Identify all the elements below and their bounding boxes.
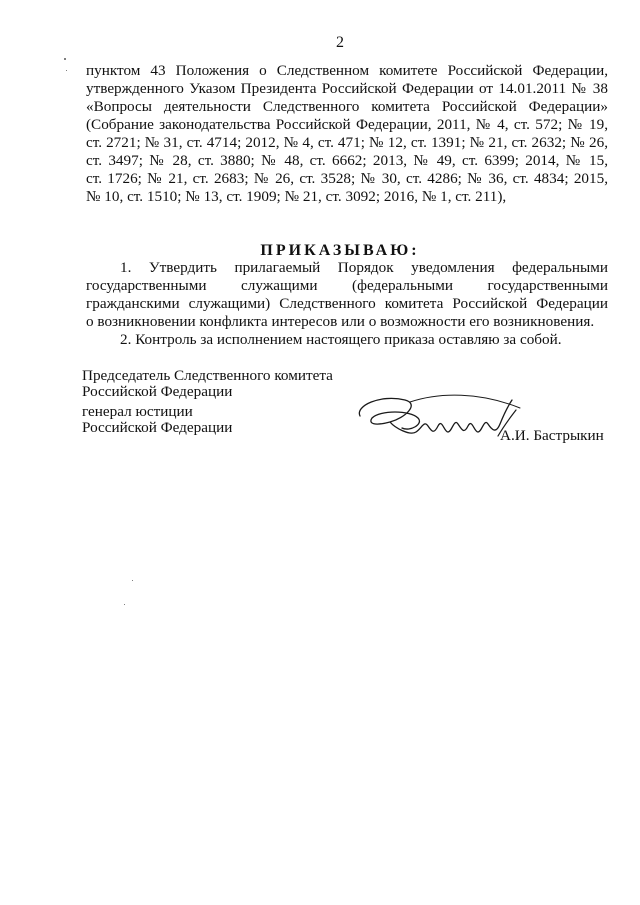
order-title: ПРИКАЗЫВАЮ: <box>260 242 420 259</box>
scan-speck <box>124 604 125 605</box>
page-number: 2 <box>336 34 344 51</box>
scan-speck <box>132 580 133 581</box>
signatory-rank <box>82 404 232 436</box>
intro-line: № 10, ст. 1510; № 13, ст. 1909; № 21, ст. 3092; 2016, № 1, ст. 211), <box>86 188 507 205</box>
item1-line: гражданскими служащими) Следственного комитета Российской Федерации <box>86 295 608 312</box>
signatory-position <box>82 368 333 400</box>
item1-line: государственными служащими (федеральными государственными <box>86 277 608 294</box>
intro-line: (Собрание законодательства Российской Федерации, 2011, № 4, ст. 572; № 19, <box>86 116 608 133</box>
intro-line: ст. 3497; № 28, ст. 3880; № 48, ст. 6662; 2013, № 49, ст. 6399; 2014, № 15, <box>86 152 608 169</box>
signatory-position-line: Председатель Следственного комитета <box>82 367 333 384</box>
signatory-rank-line: генерал юстиции <box>82 403 193 420</box>
intro-line: «Вопросы деятельности Следственного комитета Российской Федерации» <box>86 98 608 115</box>
item2-line: 2. Контроль за исполнением настоящего приказа оставляю за собой. <box>120 331 562 348</box>
item1-line: 1. Утвердить прилагаемый Порядок уведомления федеральными <box>120 259 608 276</box>
handwritten-signature <box>350 388 540 458</box>
order-items <box>86 259 608 349</box>
item1-line: о возникновении конфликта интересов или о возможности его возникновения. <box>86 313 595 330</box>
intro-line: утвержденного Указом Президента Российской Федерации от 14.01.2011 № 38 <box>86 80 608 97</box>
intro-line: ст. 2721; № 31, ст. 4714; 2012, № 4, ст. 471; № 12, ст. 1391; № 21, ст. 2632; № 26, <box>86 134 608 151</box>
signatory-name: А.И. Бастрыкин <box>500 427 604 444</box>
signatory-position-line: Российской Федерации <box>82 383 233 400</box>
signatory-rank-line: Российской Федерации <box>82 419 233 436</box>
intro-line: ст. 1726; № 21, ст. 2683; № 26, ст. 3528; № 30, ст. 4286; № 36, ст. 4834; 2015, <box>86 170 608 187</box>
scan-speck <box>66 70 67 71</box>
scan-speck <box>64 58 66 60</box>
intro-line: пунктом 43 Положения о Следственном комитете Российской Федерации, <box>86 62 608 79</box>
intro-paragraph <box>86 62 608 206</box>
